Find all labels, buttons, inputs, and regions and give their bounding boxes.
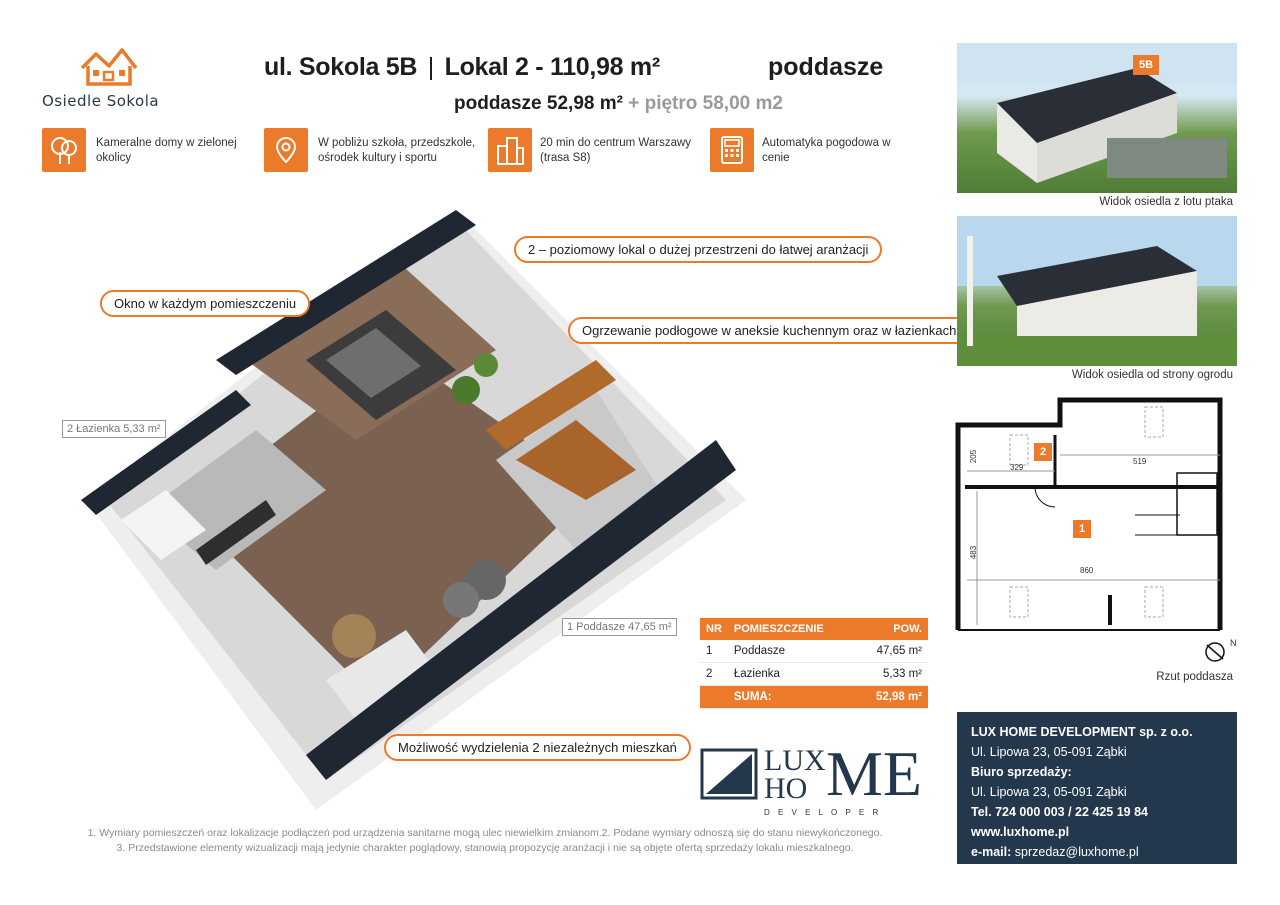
- feature-1: [42, 128, 86, 172]
- callout-heating: Ogrzewanie podłogowe w aneksie kuchennym oraz w łazienkach: [568, 317, 970, 344]
- luxhome-mark-icon: [700, 748, 758, 800]
- contact-office-label: Biuro sprzedaży:: [971, 765, 1072, 779]
- unit-text: Lokal 2 - 110,98 m²: [444, 53, 660, 81]
- th-nr: NR: [700, 618, 728, 640]
- callout-windows: Okno w każdym pomieszczeniu: [100, 290, 310, 317]
- plan-stairs: [1177, 473, 1217, 535]
- plan-window-2: [1145, 407, 1163, 437]
- contact-tel[interactable]: 724 000 003 / 22 425 19 84: [995, 805, 1149, 819]
- brand-name: Osiedle Sokola: [42, 92, 160, 110]
- page-title: [264, 53, 660, 82]
- calculator-icon: [710, 128, 754, 172]
- rooms-table: [700, 618, 928, 709]
- plan-dim-329: 329: [1010, 463, 1024, 472]
- th-area: POW.: [855, 618, 928, 640]
- photo-garden: [957, 216, 1237, 366]
- footnote-line-1: 1. Wymiary pomieszczeń oraz lokalizacje podłączeń pod urządzenia sanitarne mogą ulec niewielkim zmianom.2. Podane wymiary odnoszą się do stanu niewykończonego.: [87, 827, 883, 839]
- address-text: ul. Sokola 5B: [264, 53, 418, 81]
- plan-window-3: [1010, 587, 1028, 617]
- logo-me: ME: [826, 738, 922, 809]
- table-sum-row: [700, 686, 928, 709]
- plan-outer-wall: [958, 400, 1220, 630]
- plan-dim-519: 519: [1133, 457, 1147, 466]
- location-pin-icon: [264, 128, 308, 172]
- contact-address: Ul. Lipowa 23, 05-091 Ząbki: [971, 745, 1127, 759]
- brand-logo: [78, 44, 140, 93]
- contact-tel-label: Tel.: [971, 805, 992, 819]
- feature-2: [264, 128, 308, 172]
- compass-needle: [1207, 645, 1223, 659]
- photo-aerial: [957, 43, 1237, 193]
- attic-area-text: poddasze 52,98 m²: [454, 93, 623, 114]
- plant-1: [452, 376, 480, 404]
- cell-area: 47,65 m²: [855, 640, 928, 663]
- footnote-line-2: 3. Przedstawione elementy wizualizacji mają jedynie charakter poglądowy, stanowią propozycję aranżacji i nie są objęte ofertą sprzedaży lokalu mieszkalnego.: [116, 842, 854, 854]
- plan-north-label: N: [1230, 638, 1237, 648]
- buildings-icon: [488, 128, 532, 172]
- floor-plan-2d: [955, 395, 1245, 665]
- table-row: [700, 640, 928, 663]
- callout-two-level: 2 – poziomowy lokal o dużej przestrzeni do łatwej aranżacji: [514, 236, 882, 263]
- contact-email-label: e-mail:: [971, 845, 1012, 859]
- logo-lux: LUX: [764, 744, 826, 777]
- page-subtitle: [454, 93, 783, 115]
- plan-caption: Rzut poddasza: [1156, 671, 1233, 683]
- caption-garden: Widok osiedla od strony ogrodu: [1071, 369, 1233, 381]
- logo-ho: HO: [764, 772, 808, 805]
- luxhome-logo: [700, 738, 926, 820]
- plan-door-swing: [1035, 487, 1055, 507]
- contact-www[interactable]: www.luxhome.pl: [971, 825, 1070, 839]
- armchair-2: [443, 582, 479, 618]
- cell-nr: 1: [700, 640, 728, 663]
- cell-sum-label: SUMA:: [728, 686, 855, 709]
- tree-icon: [42, 128, 86, 172]
- feature-3: [488, 128, 532, 172]
- house-logo-icon: [78, 44, 140, 88]
- cell-sum-empty: [700, 686, 728, 709]
- plant-2: [474, 353, 498, 377]
- title-separator: |: [427, 53, 434, 81]
- logo-tag: D E V E L O P E R: [764, 808, 882, 817]
- cell-nr: 2: [700, 663, 728, 686]
- cell-sum-value: 52,98 m²: [855, 686, 928, 709]
- level-text: poddasze: [768, 53, 884, 81]
- cell-room: Poddasze: [728, 640, 855, 663]
- feature-4-text: Automatyka pogodowa w cenie: [762, 137, 891, 164]
- callout-split: Możliwość wydzielenia 2 niezależnych mieszkań: [384, 734, 691, 761]
- feature-3-text: 20 min do centrum Warszawy (trasa S8): [540, 137, 692, 164]
- feature-2-text: W pobliżu szkoła, przedszkole, ośrodek kultury i sportu: [318, 137, 476, 164]
- label-attic: 1 Poddasze 47,65 m²: [562, 618, 677, 636]
- plan-room-2-badge: 2: [1034, 443, 1052, 461]
- table-header-row: [700, 618, 928, 640]
- plan-room-1-badge: 1: [1073, 520, 1091, 538]
- feature-1-text: Kameralne domy w zielonej okolicy: [96, 137, 237, 164]
- cell-room: Łazienka: [728, 663, 855, 686]
- plan-column: [1108, 595, 1112, 625]
- coffee-table: [332, 614, 376, 658]
- contact-office-address: Ul. Lipowa 23, 05-091 Ząbki: [971, 785, 1127, 799]
- plan-dim-860: 860: [1080, 566, 1094, 575]
- feature-4: [710, 128, 754, 172]
- plan-window-1: [1010, 435, 1028, 465]
- building-badge: 5B: [1133, 55, 1159, 75]
- contact-email[interactable]: sprzedaz@luxhome.pl: [1014, 845, 1139, 859]
- footnotes: [40, 826, 930, 856]
- table-row: [700, 663, 928, 686]
- contact-company: LUX HOME DEVELOPMENT sp. z o.o.: [971, 725, 1193, 739]
- contact-box: [957, 712, 1237, 864]
- cell-area: 5,33 m²: [855, 663, 928, 686]
- floor-area-text: + piętro 58,00 m2: [628, 93, 783, 114]
- plan-dim-483: 483: [969, 545, 979, 560]
- plan-dim-205: 205: [969, 449, 979, 464]
- plan-window-4: [1145, 587, 1163, 617]
- th-room: POMIESZCZENIE: [728, 618, 855, 640]
- caption-aerial: Widok osiedla z lotu ptaka: [1099, 196, 1233, 208]
- label-bathroom: 2 Łazienka 5,33 m²: [62, 420, 166, 438]
